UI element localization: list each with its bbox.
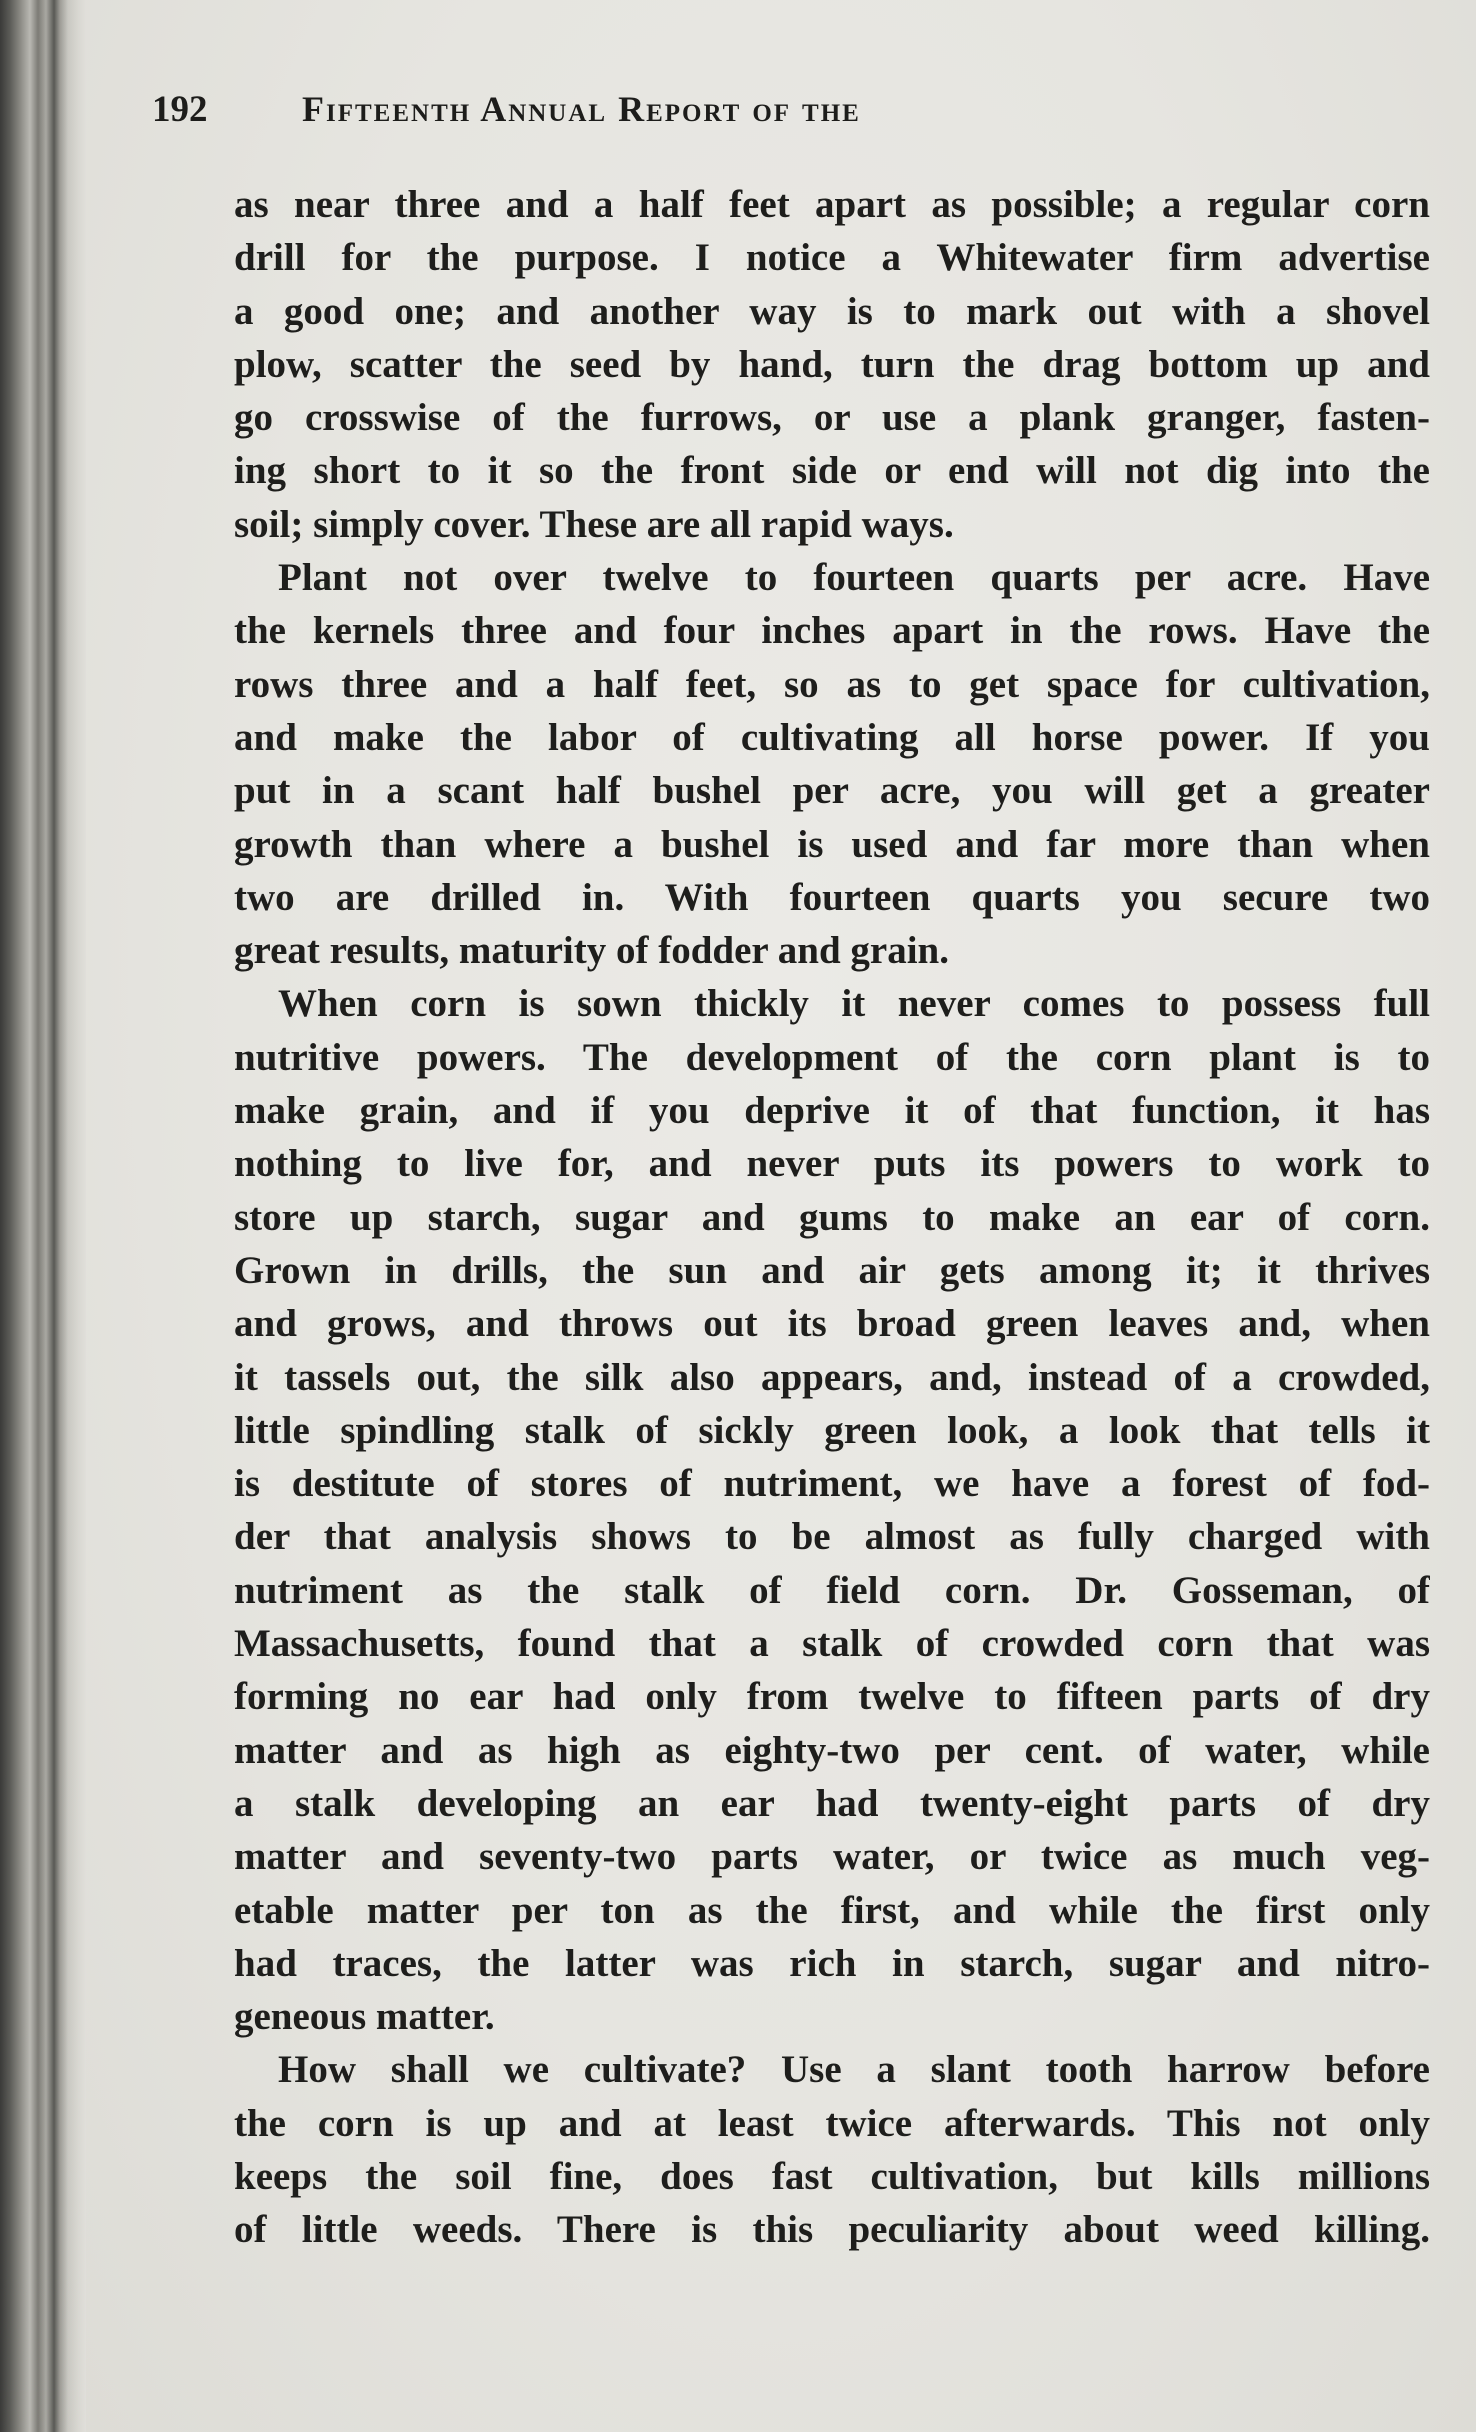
text-line: of little weeds. There is this peculiarity about weed killing. xyxy=(234,2208,1430,2252)
paragraph-first-line: When corn is sown thickly it never comes to possess full xyxy=(278,982,1430,1026)
text-line: ing short to it so the front side or end will not dig into the xyxy=(234,449,1430,493)
text-line: Grown in drills, the sun and air gets among it; it thrives xyxy=(234,1248,1430,1292)
text-line: a stalk developing an ear had twenty-eight parts of dry xyxy=(234,1781,1430,1825)
text-line: it tassels out, the silk also appears, and, instead of a crowded, xyxy=(234,1355,1430,1399)
text-line: matter and seventy-two parts water, or twice as much veg- xyxy=(234,1835,1430,1879)
text-line: store up starch, sugar and gums to make an ear of corn. xyxy=(234,1195,1430,1239)
text-line: growth than where a bushel is used and far more than when xyxy=(234,822,1430,866)
text-line: nothing to live for, and never puts its powers to work to xyxy=(234,1142,1430,1186)
running-head: Fifteenth Annual Report of the xyxy=(302,89,861,129)
body-text xyxy=(234,178,1430,2257)
text-line: and grows, and throws out its broad green leaves and, when xyxy=(234,1302,1430,1346)
text-line: nutriment as the stalk of field corn. Dr. Gosseman, of xyxy=(234,1568,1430,1612)
text-line: little spindling stalk of sickly green look, a look that tells it xyxy=(234,1408,1430,1452)
text-line: etable matter per ton as the first, and while the first only xyxy=(234,1888,1430,1932)
text-line: forming no ear had only from twelve to fifteen parts of dry xyxy=(234,1675,1430,1719)
text-line: a good one; and another way is to mark out with a shovel xyxy=(234,289,1430,333)
text-line: had traces, the latter was rich in starch, sugar and nitro- xyxy=(234,1941,1430,1985)
text-line: make grain, and if you deprive it of that function, it has xyxy=(234,1089,1430,1133)
page-header xyxy=(152,88,1172,138)
text-line: is destitute of stores of nutriment, we have a forest of fod- xyxy=(234,1462,1430,1506)
text-line: the corn is up and at least twice afterwards. This not only xyxy=(234,2101,1430,2145)
page-number: 192 xyxy=(152,89,208,130)
text-line: and make the labor of cultivating all horse power. If you xyxy=(234,715,1430,759)
text-line: rows three and a half feet, so as to get space for cultivation, xyxy=(234,662,1430,706)
paragraph-first-line: How shall we cultivate? Use a slant tooth harrow before xyxy=(278,2048,1430,2092)
text-line: great results, maturity of fodder and grain. xyxy=(234,929,949,973)
text-line: two are drilled in. With fourteen quarts you secure two xyxy=(234,875,1430,919)
paragraph-first-line: Plant not over twelve to fourteen quarts per acre. Have xyxy=(278,556,1430,600)
text-line: as near three and a half feet apart as possible; a regular corn xyxy=(234,183,1430,226)
text-line: soil; simply cover. These are all rapid ways. xyxy=(234,502,954,546)
text-line: go crosswise of the furrows, or use a plank granger, fasten- xyxy=(234,396,1430,440)
text-line: keeps the soil fine, does fast cultivation, but kills millions xyxy=(234,2154,1430,2198)
text-line: nutritive powers. The development of the corn plant is to xyxy=(234,1035,1430,1079)
text-line: Massachusetts, found that a stalk of crowded corn that was xyxy=(234,1622,1430,1666)
text-line: matter and as high as eighty-two per cent. of water, while xyxy=(234,1728,1430,1772)
text-line: put in a scant half bushel per acre, you will get a greater xyxy=(234,769,1430,813)
text-line: the kernels three and four inches apart in the rows. Have the xyxy=(234,609,1430,653)
text-line: geneous matter. xyxy=(234,1995,495,2039)
text-line: plow, scatter the seed by hand, turn the drag bottom up and xyxy=(234,342,1430,386)
book-binding-edge xyxy=(0,0,86,2432)
text-line: drill for the purpose. I notice a Whitewater firm advertise xyxy=(234,236,1430,280)
text-line: der that analysis shows to be almost as fully charged with xyxy=(234,1515,1430,1559)
